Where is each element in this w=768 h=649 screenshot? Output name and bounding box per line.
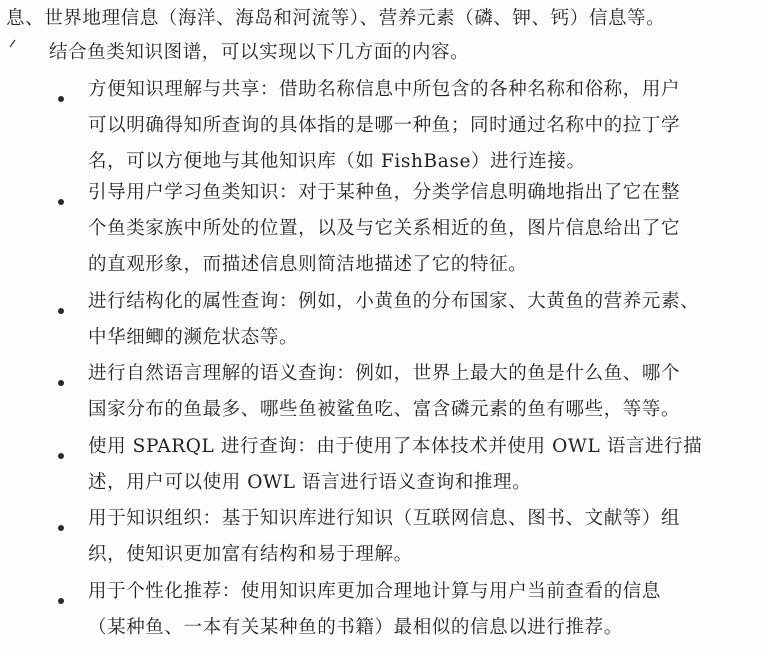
bullet-dot	[58, 453, 64, 459]
list-item-line: 用于知识组织：基于知识库进行知识（互联网信息、图书、文献等）组	[88, 508, 681, 529]
intro-paragraph: 结合鱼类知识图谱，可以实现以下几方面的内容。	[49, 42, 470, 63]
list-item	[88, 284, 752, 356]
list-item-line: 国家分布的鱼最多、哪些鱼被鲨鱼吃、富含磷元素的鱼有哪些，等等。	[88, 399, 681, 420]
list-item-line: 引导用户学习鱼类知识：对于某种鱼，分类学信息明确地指出了它在整	[88, 182, 681, 203]
list-item-line: 述，用户可以使用 OWL 语言进行语义查询和推理。	[88, 472, 532, 493]
list-item	[88, 429, 752, 501]
list-item-line: 可以明确得知所查询的具体指的是哪一种鱼；同时通过名称中的拉丁学	[88, 115, 681, 136]
bullet-dot	[58, 598, 64, 604]
bullet-dot	[58, 525, 64, 531]
bullet-dot	[58, 199, 64, 205]
pen-mark	[9, 38, 17, 48]
bullet-dot	[58, 380, 64, 386]
list-item	[88, 574, 752, 646]
list-item	[88, 175, 752, 283]
list-item	[88, 356, 752, 428]
list-item-line: 进行自然语言理解的语义查询：例如，世界上最大的鱼是什么鱼、哪个	[88, 363, 681, 384]
list-item-line: 方便知识理解与共享：借助名称信息中所包含的各种名称和俗称，用户	[88, 79, 681, 100]
list-item-line: 织，使知识更加富有结构和易于理解。	[88, 544, 413, 565]
list-item-line: （某种鱼、一本有关某种鱼的书籍）最相似的信息以进行推荐。	[88, 617, 623, 638]
list-item-line: 使用 SPARQL 进行查询：由于使用了本体技术并使用 OWL 语言进行描	[88, 436, 703, 457]
list-item-line: 中华细鲫的濒危状态等。	[88, 327, 299, 348]
continuation-text-line: 息、世界地理信息（海洋、海岛和河流等）、营养元素（磷、钾、钙）信息等。	[6, 8, 666, 29]
list-item-line: 用于个性化推荐：使用知识库更加合理地计算与用户当前查看的信息	[88, 581, 662, 602]
list-item	[88, 501, 752, 573]
list-item-line: 进行结构化的属性查询：例如，小黄鱼的分布国家、大黄鱼的营养元素、	[88, 291, 700, 312]
list-item-line: 个鱼类家族中所处的位置，以及与它关系相近的鱼，图片信息给出了它	[88, 218, 681, 239]
list-item-line: 的直观形象，而描述信息则简洁地描述了它的特征。	[88, 254, 528, 275]
bullet-dot	[58, 308, 64, 314]
list-item-line: 名，可以方便地与其他知识库（如 FishBase）进行连接。	[88, 151, 586, 172]
list-item	[88, 72, 752, 180]
bullet-dot	[58, 96, 64, 102]
